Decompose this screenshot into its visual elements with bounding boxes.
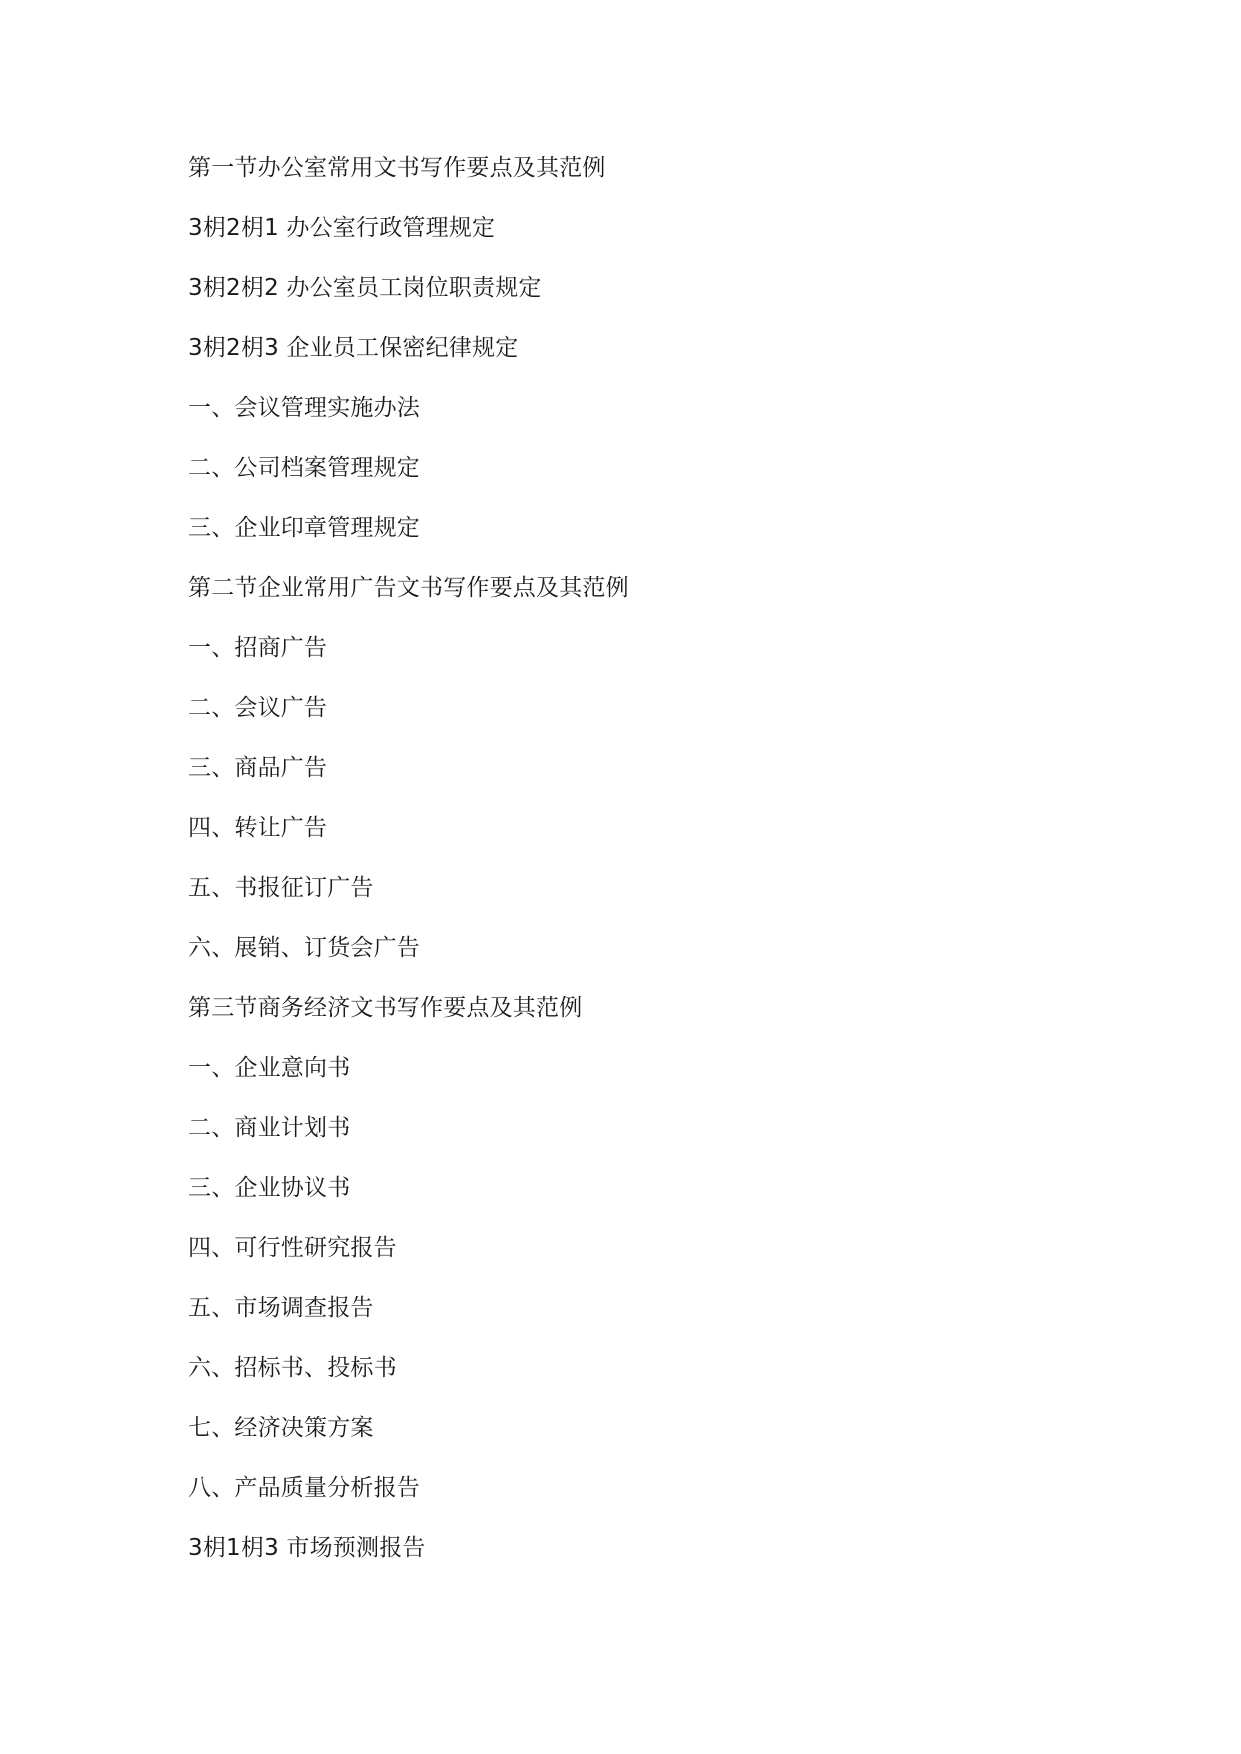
list-item: 六、招标书、投标书 <box>188 1355 397 1381</box>
list-item: 三、企业协议书 <box>188 1175 351 1201</box>
list-item: 五、市场调查报告 <box>188 1295 374 1321</box>
list-item: 三、企业印章管理规定 <box>188 515 420 541</box>
list-item: 八、产品质量分析报告 <box>188 1475 420 1501</box>
list-item: 四、可行性研究报告 <box>188 1235 397 1261</box>
list-item: 二、会议广告 <box>188 695 328 721</box>
list-item: 五、书报征订广告 <box>188 875 374 901</box>
list-item: 一、会议管理实施办法 <box>188 395 420 421</box>
list-item: 四、转让广告 <box>188 815 328 841</box>
list-item: 二、公司档案管理规定 <box>188 455 420 481</box>
list-item: 3枂2枂3 企业员工保密纪律规定 <box>188 335 519 361</box>
list-item: 七、经济决策方案 <box>188 1415 374 1441</box>
list-item: 三、商品广告 <box>188 755 328 781</box>
list-item: 3枂1枂3 市场预测报告 <box>188 1535 426 1561</box>
list-item: 3枂2枂2 办公室员工岗位职责规定 <box>188 275 542 301</box>
list-item: 一、企业意向书 <box>188 1055 351 1081</box>
list-item: 一、招商广告 <box>188 635 328 661</box>
section-heading-3: 第三节商务经济文书写作要点及其范例 <box>188 995 583 1021</box>
list-item: 3枂2枂1 办公室行政管理规定 <box>188 215 496 241</box>
section-heading-2: 第二节企业常用广告文书写作要点及其范例 <box>188 575 629 601</box>
list-item: 二、商业计划书 <box>188 1115 351 1141</box>
list-item: 六、展销、订货会广告 <box>188 935 420 961</box>
document-body <box>188 153 1088 1593</box>
section-heading-1: 第一节办公室常用文书写作要点及其范例 <box>188 155 606 181</box>
